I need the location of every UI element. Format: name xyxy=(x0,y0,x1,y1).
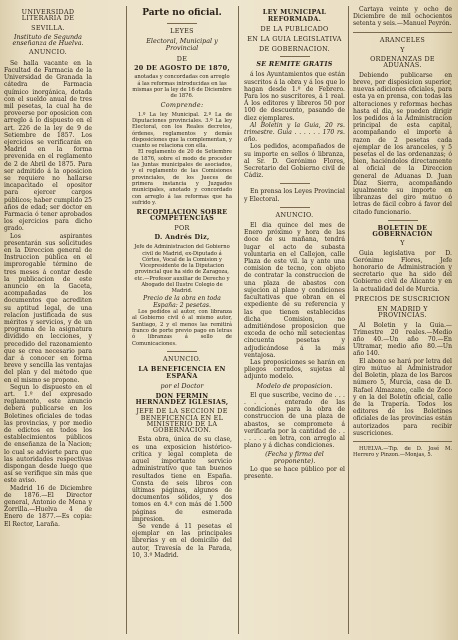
ad-orders: Los pedidos al autor, con libranza al Gobierno civil ó al mismo autor, Santiago, 2 y el menos las remitirá franco de porte previo pago en letras ó libranzas á sello de Comunicaciones. xyxy=(132,309,232,347)
ad-body: Las proposiciones se harán en pliegos cerrados, sujetas al adjunto modelo. xyxy=(244,358,345,381)
notice-paragraph: Segun lo dispuesto en el art. 1.º del expresado reglamento, este anuncio deberá publicarse en los Boletines oficiales de todas las provincias, y por medio de edictos en todos los establecimientos públicos de enseñanza de la Nacion; lo cual se advierte para que las autoridades respectivas dispongan desde luego que así se verifique sin más que este aviso. xyxy=(4,383,92,485)
ad-subtitle: Electoral, Municipal y Provincial xyxy=(146,37,218,53)
university-header: UNIVERSIDAD LITERARIA DE xyxy=(21,8,75,23)
divider xyxy=(280,56,310,57)
ad-title: BOLETIN DE GOBERNACION xyxy=(372,223,433,239)
divider xyxy=(280,183,310,184)
ad-author-description: JEFE DE LA SECCION DE BENEFICENCIA EN EL MINISTERIO DE LA GOBERNACION. xyxy=(136,407,228,435)
ad-heading: LEY MUNICIPAL REFORMADA. xyxy=(262,8,327,24)
ad-heading: ARANCELES xyxy=(379,35,426,44)
section-heading: Parte no oficial. xyxy=(142,8,222,18)
ad-subheading: EN MADRID Y PROVINCIAS. xyxy=(377,305,428,320)
divider xyxy=(167,351,197,352)
ad-list: 1.º La ley Municipal. 2.º La de Diputaciones provinciales. 3.º La ley Electoral, con los Reales decretos, órdenes, reglamentos y demás disposiciones que la complementan, y cuanto se relaciona con ella. xyxy=(132,111,232,150)
ad-author: DON FERMIN HERNANDEZ IGLESIAS, xyxy=(135,391,229,406)
ad-title-connector: Y xyxy=(400,239,405,248)
ad-date-signature: (Fecha y firma del proponente). xyxy=(265,450,324,465)
ad-title: SE REMITE GRATIS xyxy=(256,60,333,69)
notice-signature: Madrid 16 de Diciembre de 1876.—El Director general, Antonio de Mena y Zorrilla.—Huelva 4 de Enero de 1877.—Es copia: El Rector, Laraña. xyxy=(4,484,92,528)
ad-subtitle: DE LA PUBLICADO xyxy=(260,25,329,34)
ad-prices: Al Boletin y la Guia.—Trimestre 20 reales.—Medio año 40.—Un año 70.—En Ultramar, medio año 80.—Un año 140. xyxy=(353,321,452,358)
notice-title: ANUNCIO. xyxy=(29,48,67,57)
ad-date: 20 DE AGOSTO DE 1870, xyxy=(134,63,230,72)
printer-imprint: HUELVA.—Tip. de D. José M. Herrero y Pinzon.—Monjas, 5. xyxy=(353,445,452,459)
ad-heading-connector: Y xyxy=(400,45,405,54)
ad-orders: Los pedidos, acompañados de su importe en sellos ó libranza, al Sr. D. Gerónimo Flores, Secretario del Gobierno civil de Cádiz. xyxy=(244,143,345,180)
ad-text: anotadas y concordadas con arreglo á las reformas introducidas en las mismas por la ley de 16 de Diciembre de 1876. xyxy=(132,74,232,100)
ad-body: El dia quince del mes de Enero próximo y hora de las doce de su mañana, tendrá lugar el acto de subasta voluntaria en el Callejon, calle Plaza de este vil. la y ante una comision de tecno, con objeto de contratar la construccion de una plaza de abastos con sujecion al plano y condiciones facultativas que obran en el expediente de su referencia y las que tienen establecidas dicha Comision, no admitiéndose proposicion que exceda de ocho mil setecientas cincuenta pesetas y adjudicándose á la más ventajosa. xyxy=(244,222,345,359)
column-rule xyxy=(238,6,239,634)
ad-model-body: El que suscribe, vecino de . . . . . . , enterado de las condiciones para la obra de construccion de una plaza de abastos, se compromete á verificarla por la cantidad de . . . . . . . en letra, con arreglo al plano y á dichas condiciones. xyxy=(244,391,345,450)
ad-includes-label: Comprende: xyxy=(160,101,204,110)
notice-paragraph: Se halla vacante en la Facultad de Farmacia de la Universidad de Granada la cátedra de Farmacia químico inorgánica, dotada con el sueldo anual de tres mil pesetas, la cual ha de proveerse por oposicion con arreglo á lo dispuesto en el art. 226 de la ley de 9 de Setiembre de 1857. Los ejercicios se verificarán en Madrid en la forma prevenida en el reglamento de 2 de Abril de 1875. Para ser admitido á la oposicion se requiere no hallarse incapacitado el opositor para ejercer cargos públicos; haber cumplido 25 años de edad; ser doctor en Farmacia ó tener aprobados los ejercicios para dicho grado. xyxy=(4,59,92,233)
ad-author: D. Andrés Diz, xyxy=(154,233,210,242)
ad-body: El reglamento de 20 de Setiembre de 1876, sobre el modo de proceder las Juntas municipales de asociados, y el reglamento de las Comisiones provinciales, de los Jueces de primera instancia y Juzgados municipales, anotado y concordado con arreglo á las reformas que ha sufrido y. xyxy=(132,149,232,206)
divider xyxy=(388,220,418,221)
column-rule xyxy=(348,6,349,634)
column-rule xyxy=(126,6,127,634)
ad-prices: Al Boletin y la Guia, 20 rs. trimestre. Guia . . . . . . 170 rs. año. xyxy=(244,121,345,144)
divider xyxy=(280,207,310,208)
ad-subtitle: DE GOBERNACION. xyxy=(259,44,330,53)
institute-subtitle: Instituto de Segunda enseñanza de Huelva. xyxy=(12,32,84,48)
ad-by: POR xyxy=(174,223,190,232)
ad-body: El abono se hará por letra del giro mútuo al Administrador del Boletin, plaza de los Barcos número 5, Murcia, casa de D. Rafael Almazano, calle de Zoco y en la del Boletín oficial, calle de la Trapería. Todos los editores de los Boletines oficiales de las provincias están autorizados para recibir suscriciones. xyxy=(353,357,452,437)
ad-heading: ANUNCIO. xyxy=(163,354,201,363)
ad-title: EN LA GUIA LEGISLATIVA xyxy=(247,34,342,43)
ad-price: Se vende á 11 pesetas el ejemplar en las principales librerías y en el domicilio del autor, Travesía de la Parada, 10, 3.º Madrid. xyxy=(132,522,232,559)
notice-signature: Cartaya veinte y ocho de Diciembre de mil ochocientos setenta y seis.—Manuel Peyrón. xyxy=(353,6,452,28)
ad-heading: PRECIOS DE SUSCRICION xyxy=(354,294,451,303)
ad-body: Debiendo publicarse en breve, por disposicion superior, nuevas adiciones oficiales, para esta ya en prensa, con todas las alteraciones y reformas hechas hasta el dia, se pueden dirigir los pedidos á la Administracion principal de esta capital, acompañando el importe á razon de 2 pesetas cada ejemplar de los aranceles, y 5 pesetas el de las ordenanzas; ó bien, haciéndolos directamente al oficial de la Direccion general de Aduanas D. Juan Díaz Sierra, acompañando igualmente su importe en libranzas del giro mútuo ó letras de fácil cobro á favor del citado funcionario. xyxy=(353,71,452,216)
divider xyxy=(167,23,197,24)
ad-heading: ANUNCIO. xyxy=(275,210,314,219)
ad-by: por el Doctor xyxy=(160,382,204,391)
ad-body: á los Ayuntamientos que están suscritos á la obra y á los que lo hagan desde 1.º de Febrero. Para los no suscritores, á 1 real. Á los editores y libreros 50 por 100 de descuento, pasando de diez ejemplares. xyxy=(244,71,345,122)
ad-model-title: Modelo de proposicion. xyxy=(256,381,333,390)
divider xyxy=(353,32,452,33)
ad-body: Esta obra, única de su clase, es una exposicion histórico-crítica y legal completa de aquel importante servicio administrativo que tan buenos resultados tiene en España. Consta de seis libros con últimas páginas, algunos de documentos sólidos, y dos tomos en 4.º con más de 1.500 páginas de esmerada impresion. xyxy=(132,436,232,523)
ad-press-note: En prensa los Leyes Provincial y Electoral. xyxy=(244,188,345,203)
ad-title: LA BENEFICENCIA EN ESPAÑA xyxy=(138,365,226,381)
ad-author-description: Jefe de Administracion del Gobierno civil de Madrid, ex-Diputado á Córtes, Vocal de la Comision y Vicepresidente de la Diputacion provincial que ha sido de Zaragoza, etc.—Profesor auxiliar de Derecho y Abogado del Ilustre Colegio de Madrid. xyxy=(134,244,230,295)
ad-subtitle-connector: DE xyxy=(176,54,188,63)
column-4 xyxy=(353,6,452,634)
column-2 xyxy=(132,6,232,634)
university-city: SEVILLA. xyxy=(31,23,65,32)
notice-paragraph: Los aspirantes presentarán sus solicitudes en la Direccion general de Instruccion pública en el improrogable término de tres meses á contar desde la publicacion de este anuncio en la Gaceta, acompañadas de los documentos que acrediten su aptitud legal, de una relacion justificada de sus méritos y servicios, y de un programa de la asignatura dividido en lecciones, y precedido del razonamiento que se crea necesario para dar á conocer en forma breve y sencilla las ventajas del plan y del método que en el mismo se propone. xyxy=(4,232,92,384)
divider xyxy=(353,441,452,442)
column-3 xyxy=(244,6,345,634)
ad-price: Precio de la obra en toda España: 2 pesetas. xyxy=(143,294,221,309)
ad-body: Guia legislativa por D. Gerónimo Flores, Jefe honorario de Administracion y secretario que ha sido del Gobierno civil de Alicante y en la actualidad del de Murcia. xyxy=(353,249,452,293)
ad-title: LEYES xyxy=(170,27,194,35)
ad-closing: Lo que se hace público por el presente. xyxy=(244,465,345,481)
ad-heading: ORDENANZAS DE ADUANAS. xyxy=(370,55,435,70)
column-1 xyxy=(4,6,92,634)
ad-title: RECOPILACION SOBRE COMPETENCIAS xyxy=(136,208,228,223)
